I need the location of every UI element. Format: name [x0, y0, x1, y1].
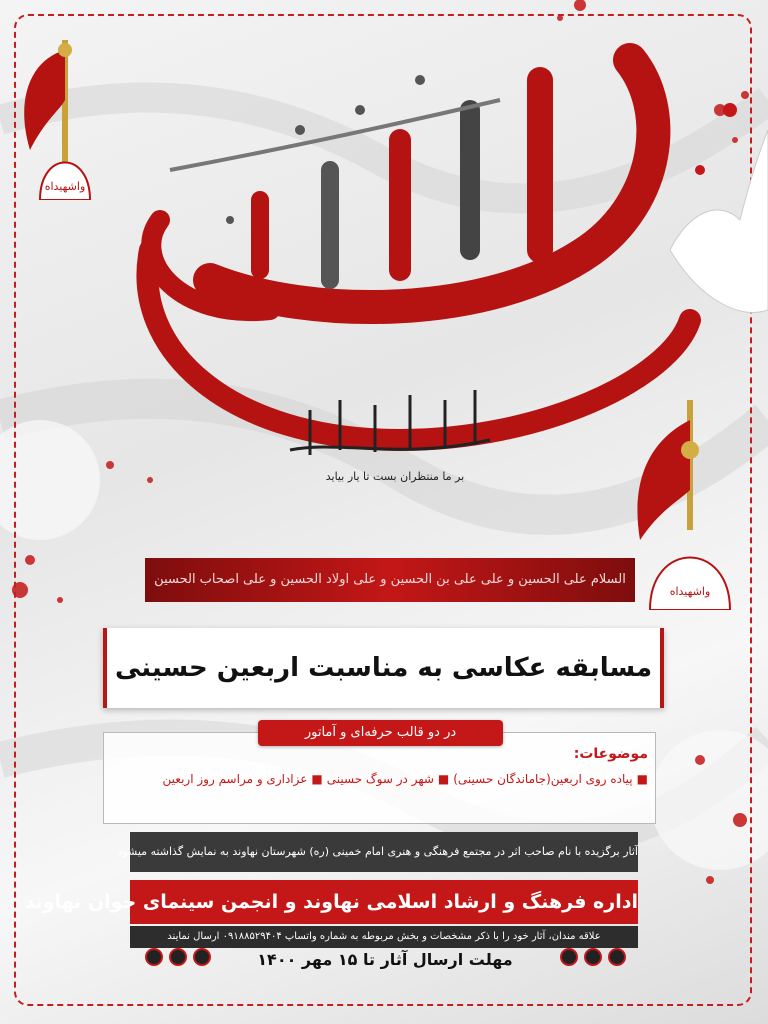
- deadline-text: مهلت ارسال آثار تا ۱۵ مهر ۱۴۰۰: [257, 950, 513, 969]
- main-title-box: [103, 628, 664, 708]
- flag-dome-right: [620, 390, 740, 610]
- bullet-icon: ■: [636, 772, 648, 786]
- dome-text-left: واشهیداه: [44, 180, 86, 193]
- main-title: مسابقه عکاسی به مناسبت اربعین حسینی: [114, 653, 653, 683]
- notice-band: آثار برگزیده با نام صاحب اثر در مجتمع فرهنگی و هنری امام خمینی (ره) شهرستان نهاوند به نمایش گذاشته میشود: [130, 832, 638, 872]
- calligraphy-verse: [280, 380, 510, 490]
- topics-label: موضوعات:: [573, 746, 648, 762]
- decor-circles-left: [145, 948, 211, 966]
- organizer-band: اداره فرهنگ و ارشاد اسلامی نهاوند و انجمن سینمای جوان نهاوند: [130, 880, 638, 924]
- flag-dome-left: [10, 20, 120, 200]
- decor-circle-icon: [584, 948, 602, 966]
- dome-text-right: واشهیداه: [669, 585, 711, 598]
- topics-list: [163, 772, 648, 786]
- decor-circle-icon: [193, 948, 211, 966]
- topic-item: پیاده روی اربعین(جاماندگان حسینی): [453, 772, 633, 786]
- sections-ribbon: در دو قالب حرفه‌ای و آماتور: [258, 720, 503, 746]
- topic-item: شهر در سوگ حسینی: [326, 772, 434, 786]
- decor-circle-icon: [560, 948, 578, 966]
- dove-image: [660, 90, 768, 330]
- bullet-icon: ■: [437, 772, 450, 786]
- decor-circle-icon: [608, 948, 626, 966]
- topic-item: عزاداری و مراسم روز اربعین: [162, 772, 308, 786]
- decor-circles-right: [560, 948, 626, 966]
- bullet-icon: ■: [311, 772, 323, 786]
- contact-band: علاقه مندان، آثار خود را با ذکر مشخصات و بخش مربوطه به شماره واتساپ ۰۹۱۸۸۵۲۹۴۰۴ ارسال نمایند: [130, 926, 638, 948]
- hadith-band: السلام علی الحسین و علی علی بن الحسین و علی اولاد الحسین و علی اصحاب الحسین: [145, 558, 635, 602]
- decor-circle-icon: [169, 948, 187, 966]
- decor-circle-icon: [145, 948, 163, 966]
- logo-text: اربعین حسینی: [384, 260, 390, 261]
- calligraphy-text: بر ما منتظران بست تا یار بیاید: [325, 470, 465, 483]
